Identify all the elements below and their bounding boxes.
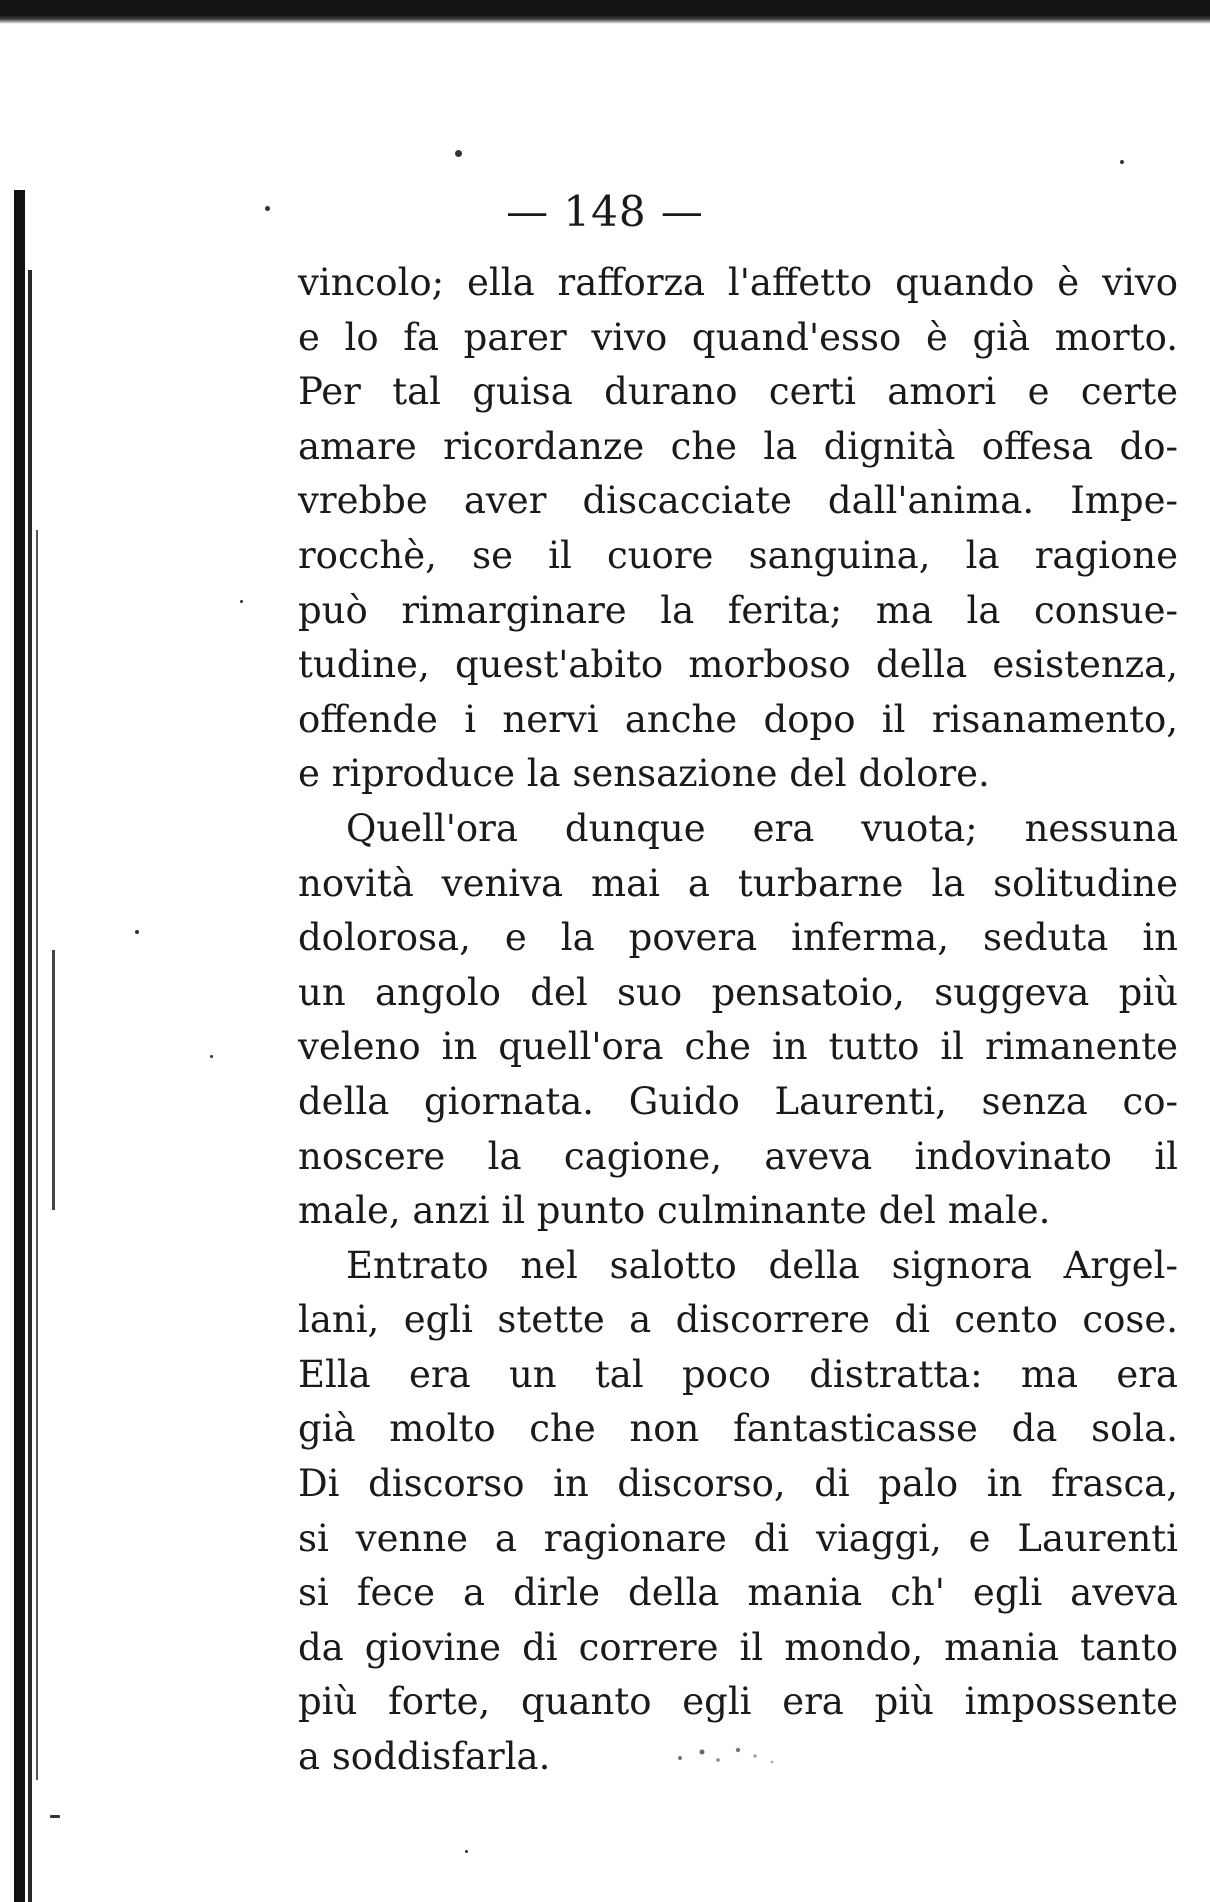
text-line: Entrato nel salotto della signora Argel- bbox=[346, 1243, 1178, 1287]
text-line: e lo fa parer vivo quand'esso è già morto. bbox=[298, 315, 1178, 359]
text-line: noscere la cagione, aveva indovinato il bbox=[298, 1134, 1178, 1178]
text-line: vrebbe aver discacciate dall'anima. Impe- bbox=[298, 479, 1178, 523]
text-line: si venne a ragionare di viaggi, e Laurenti bbox=[298, 1516, 1178, 1560]
binding-line bbox=[52, 950, 55, 1210]
text-line: offende i nervi anche dopo il risanamento, bbox=[298, 697, 1178, 741]
binding-shadow bbox=[14, 190, 25, 1902]
scan-speck bbox=[240, 600, 243, 603]
page-number: — 148 — bbox=[506, 187, 704, 236]
text-line: rocchè, se il cuore sanguina, la ragione bbox=[298, 533, 1178, 577]
scan-speck bbox=[210, 1055, 213, 1058]
text-line: da giovine di correre il mondo, mania tanto bbox=[298, 1625, 1178, 1669]
scan-speck bbox=[465, 1850, 468, 1853]
scan-speck bbox=[135, 930, 139, 934]
text-line: lani, egli stette a discorrere di cento cose. bbox=[298, 1298, 1178, 1342]
page-body-text bbox=[298, 256, 1178, 1785]
scan-speck bbox=[1120, 160, 1124, 164]
text-line: amare ricordanze che la dignità offesa do- bbox=[298, 424, 1178, 468]
text-line: a soddisfarla. bbox=[298, 1735, 551, 1779]
scan-speck bbox=[50, 1815, 60, 1818]
text-line: un angolo del suo pensatoio, suggeva più bbox=[298, 970, 1178, 1014]
text-line: tudine, quest'abito morboso della esistenza, bbox=[298, 643, 1178, 687]
binding-line bbox=[28, 270, 32, 1902]
text-line: già molto che non fantasticasse da sola. bbox=[298, 1407, 1178, 1451]
text-line: Per tal guisa durano certi amori e certe bbox=[298, 370, 1178, 414]
text-line: veleno in quell'ora che in tutto il rimanente bbox=[298, 1025, 1178, 1069]
text-line: della giornata. Guido Laurenti, senza co- bbox=[298, 1079, 1178, 1123]
text-line: si fece a dirle della mania ch' egli aveva bbox=[298, 1571, 1178, 1615]
text-line: può rimarginare la ferita; ma la consue- bbox=[298, 588, 1178, 632]
page-binding-edge bbox=[0, 190, 70, 1902]
text-line: Di discorso in discorso, di palo in frasca, bbox=[298, 1462, 1178, 1506]
text-line: Quell'ora dunque era vuota; nessuna bbox=[346, 806, 1178, 850]
text-line: novità veniva mai a turbarne la solitudine bbox=[298, 861, 1178, 905]
text-line: male, anzi il punto culminante del male. bbox=[298, 1189, 1051, 1233]
binding-line bbox=[36, 530, 38, 1780]
scan-speck bbox=[455, 150, 462, 157]
text-line: Ella era un tal poco distratta: ma era bbox=[298, 1352, 1178, 1396]
text-line: e riproduce la sensazione del dolore. bbox=[298, 752, 990, 796]
text-line: vincolo; ella rafforza l'affetto quando è vivo bbox=[298, 261, 1178, 304]
text-line: dolorosa, e la povera inferma, seduta in bbox=[298, 916, 1178, 960]
top-edge-rule bbox=[0, 0, 1210, 24]
text-line: più forte, quanto egli era più impossente bbox=[298, 1680, 1178, 1724]
